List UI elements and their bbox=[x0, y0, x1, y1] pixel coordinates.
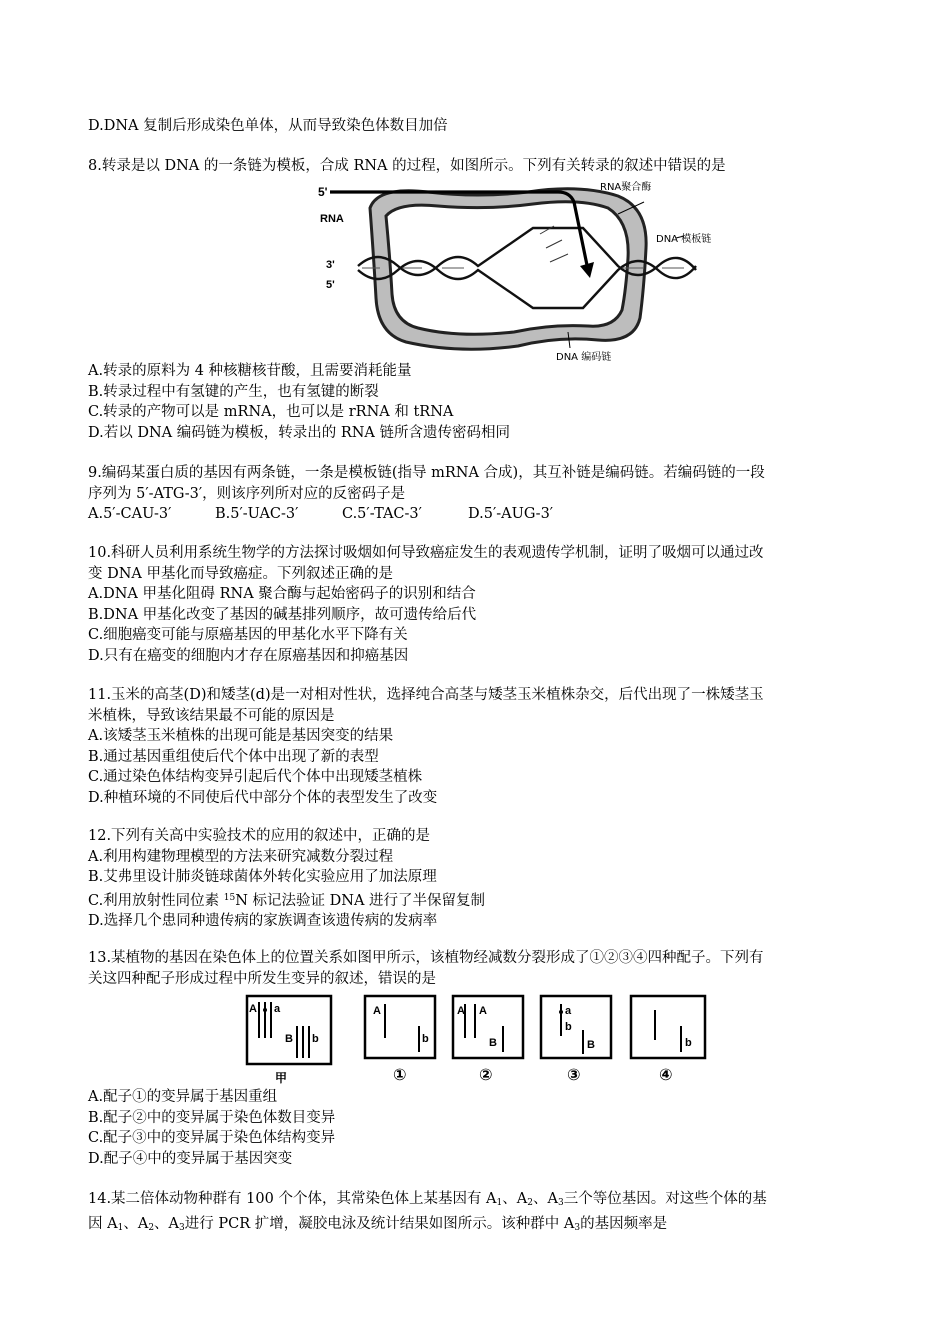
panel-2-label: ② bbox=[479, 1065, 493, 1084]
panel-1-label: ① bbox=[393, 1065, 407, 1084]
svg-text:A: A bbox=[457, 1005, 465, 1017]
label-dna-coding: DNA 编码链 bbox=[556, 352, 612, 362]
q10-stem-line1: 10.科研人员利用系统生物学的方法探讨吸烟如何导致癌症发生的表观遗传学机制，证明了吸烟可以通过改 bbox=[88, 545, 764, 561]
q9-stem-line2: 序列为 5′-ATG-3′，则该序列所对应的反密码子是 bbox=[88, 485, 406, 502]
q10-option-b: B.DNA 甲基化改变了基因的碱基排列顺序，故可遗传给后代 bbox=[88, 606, 477, 623]
label-dna-template: DNA 模板链 bbox=[656, 234, 712, 245]
svg-text:a: a bbox=[565, 1005, 572, 1017]
q11-option-b: B.通过基因重组使后代个体中出现了新的表型 bbox=[88, 748, 379, 765]
label-rna: RNA bbox=[320, 213, 344, 225]
q8-option-d: D.若以 DNA 编码链为模板，转录出的 RNA 链所含遗传密码相同 bbox=[88, 424, 511, 441]
q9-options bbox=[88, 504, 878, 525]
svg-text:a: a bbox=[274, 1003, 281, 1015]
q10-option-d: D.只有在癌变的细胞内才存在原癌基因和抑癌基因 bbox=[88, 647, 409, 664]
svg-text:A: A bbox=[373, 1005, 381, 1017]
svg-text:b: b bbox=[565, 1021, 572, 1033]
q13-chromosome-figure bbox=[243, 992, 723, 1088]
q12-option-d: D.选择几个患同种遗传病的家族调查该遗传病的发病率 bbox=[88, 913, 438, 930]
q8-option-b: B.转录过程中有氢键的产生，也有氢键的断裂 bbox=[88, 383, 379, 400]
q13-stem-line1: 13.某植物的基因在染色体上的位置关系如图甲所示，该植物经减数分裂形成了①②③④四种配子。下列有 bbox=[88, 950, 764, 966]
q13-option-b: B.配子②中的变异属于染色体数目变异 bbox=[88, 1109, 336, 1126]
label-5prime-top: 5' bbox=[318, 185, 328, 199]
svg-text:B: B bbox=[285, 1033, 293, 1045]
svg-text:A: A bbox=[249, 1003, 257, 1015]
q10-option-a: A.DNA 甲基化阻碍 RNA 聚合酶与起始密码子的识别和结合 bbox=[88, 586, 476, 603]
q10-option-c: C.细胞癌变可能与原癌基因的甲基化水平下降有关 bbox=[88, 627, 408, 644]
panel-3-label: ③ bbox=[567, 1065, 581, 1084]
q14-stem-line1: 14.某二倍体动物种群有 100 个个体，其常染色体上某基因有 $A_1$、$A_2$、$A_3$三个等位基因。对这些个体的基 bbox=[88, 1191, 767, 1208]
q13-stem-line2: 关这四种配子形成过程中所发生变异的叙述，错误的是 bbox=[88, 970, 436, 987]
svg-text:b: b bbox=[422, 1033, 429, 1045]
q12-option-a: A.利用构建物理模型的方法来研究减数分裂过程 bbox=[88, 848, 394, 865]
q9-stem-line1: 9.编码某蛋白质的基因有两条链，一条是模板链(指导 mRNA 合成)，其互补链是编码链。若编码链的一段 bbox=[88, 465, 765, 481]
q8-transcription-figure bbox=[318, 178, 728, 362]
q11-option-d: D.种植环境的不同使后代中部分个体的表型发生了改变 bbox=[88, 789, 438, 806]
q9-option-c: C.5′-TAC-3′ bbox=[342, 506, 422, 523]
q10-stem-line2: 变 DNA 甲基化而导致癌症。下列叙述正确的是 bbox=[88, 565, 394, 582]
q13-option-a: A.配子①的变异属于基因重组 bbox=[88, 1089, 278, 1105]
q11-stem-line1: 11.玉米的高茎(D)和矮茎(d)是一对相对性状，选择纯合高茎与矮茎玉米植株杂交，后代出现了一株矮茎玉 bbox=[88, 687, 764, 703]
q9-option-a: A.5′-CAU-3′ bbox=[88, 506, 172, 523]
q14-stem-line2: 因 $A_1$、$A_2$、$A_3$进行 PCR 扩增，凝胶电泳及统计结果如图所示。该种群中 $A_3$的基因频率是 bbox=[88, 1215, 668, 1233]
q12-option-b: B.艾弗里设计肺炎链球菌体外转化实验应用了加法原理 bbox=[88, 869, 437, 886]
q8-option-c: C.转录的产物可以是 mRNA，也可以是 rRNA 和 tRNA bbox=[88, 404, 454, 421]
q12-option-c: C.利用放射性同位素 $^{15}$N 标记法验证 DNA 进行了半保留复制 bbox=[88, 892, 486, 909]
q13-option-d: D.配子④中的变异属于基因突变 bbox=[88, 1150, 293, 1167]
svg-text:b: b bbox=[685, 1037, 692, 1049]
label-3prime: 3' bbox=[326, 259, 335, 271]
q11-option-a: A.该矮茎玉米植株的出现可能是基因突变的结果 bbox=[88, 728, 394, 745]
label-5prime-bottom: 5' bbox=[326, 279, 335, 291]
label-rna-polymerase: RNA聚合酶 bbox=[600, 182, 652, 193]
q11-stem-line2: 米植株，导致该结果最不可能的原因是 bbox=[88, 707, 335, 724]
q9-option-d: D.5′-AUG-3′ bbox=[468, 506, 554, 523]
q8-stem: 8.转录是以 DNA 的一条链为模板，合成 RNA 的过程，如图所示。下列有关转录的叙述中错误的是 bbox=[88, 158, 726, 174]
q12-stem: 12.下列有关高中实验技术的应用的叙述中，正确的是 bbox=[88, 828, 431, 844]
q11-option-c: C.通过染色体结构变异引起后代个体中出现矮茎植株 bbox=[88, 769, 423, 786]
q13-option-c: C.配子③中的变异属于染色体结构变异 bbox=[88, 1130, 336, 1147]
q7-option-d: D.DNA 复制后形成染色单体，从而导致染色体数目加倍 bbox=[88, 118, 448, 134]
svg-text:A: A bbox=[479, 1005, 487, 1017]
svg-text:b: b bbox=[312, 1033, 319, 1045]
svg-text:B: B bbox=[587, 1039, 595, 1051]
q9-option-b: B.5′-UAC-3′ bbox=[215, 506, 299, 523]
svg-text:B: B bbox=[489, 1037, 497, 1049]
q8-option-a: A.转录的原料为 4 种核糖核苷酸，且需要消耗能量 bbox=[88, 363, 412, 379]
panel-4-label: ④ bbox=[659, 1065, 673, 1084]
panel-jia-label: 甲 bbox=[275, 1071, 288, 1085]
